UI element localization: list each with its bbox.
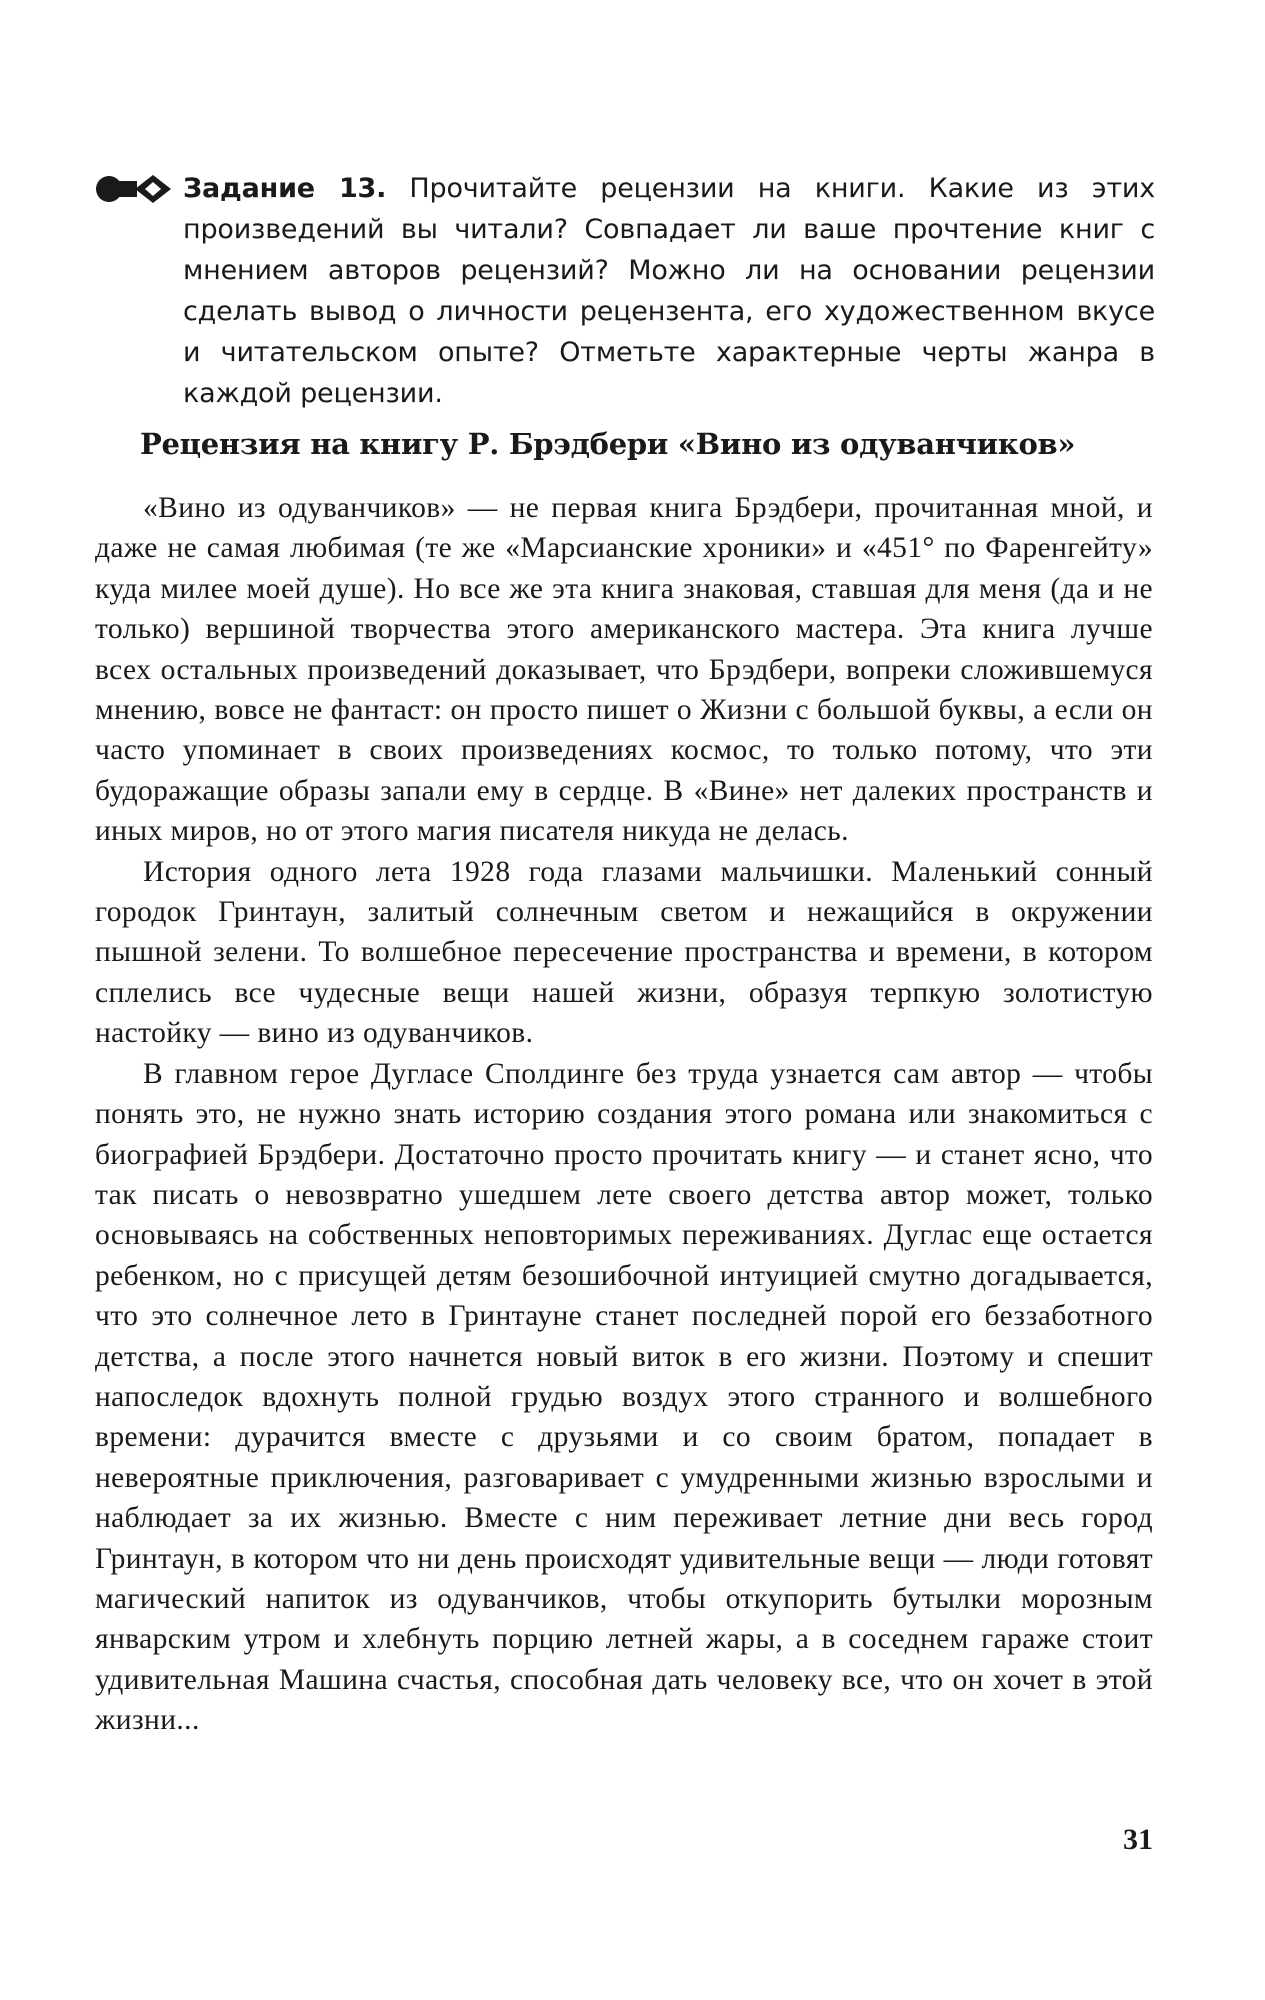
review-paragraph: «Вино из одуванчиков» — не первая книга Брэдбери, прочитанная мной, и даже не самая любимая (те же «Марсианские хроники» и «451° по Фаренгейту» куда милее моей душе). Но все же эта книга знаковая, ставшая для меня (да и не только) вершиной творчества этого американского мастера. Эта книга лучше всех остальных произведений доказывает, что Брэдбери, вопреки сложившемуся мнению, вовсе не фантаст: он просто пишет о Жизни с большой буквы, а если он часто упоминает в своих произведениях космос, то только потому, что эти будоражащие образы запали ему в сердце. В «Вине» нет далеких пространств и иных миров, но от этого магия писателя никуда не делась. bbox=[95, 492, 1153, 848]
task-marker-icon bbox=[95, 172, 173, 206]
task-body: Прочитайте рецензии на книги. Какие из этих произведений вы читали? Совпадает ли ваше прочтение книг с мнением авторов рецензий? Можно ли на основании рецензии сделать вывод о личности рецензента, его художественном вкусе и читательском опыте? Отметьте характерные черты жанра в каждой рецензии. bbox=[183, 173, 1155, 409]
review-title: Рецензия на книгу Р. Брэдбери «Вино из одуванчиков» bbox=[140, 427, 1076, 461]
review-body bbox=[95, 488, 1153, 1741]
page-number: 31 bbox=[1123, 1823, 1153, 1856]
task-label: Задание 13. bbox=[183, 173, 387, 204]
task-block bbox=[95, 168, 1155, 414]
review-paragraph: В главном герое Дугласе Сполдинге без труда узнается сам автор — чтобы понять это, не нужно знать историю создания этого романа или знакомиться с биографией Брэдбери. Достаточно просто прочитать книгу — и станет ясно, что так писать о невозвратно ушедшем лете своего детства автор может, только основываясь на собственных неповторимых переживаниях. Дуглас еще остается ребенком, но с присущей детям безошибочной интуицией смутно догадывается, что это солнечное лето в Гринтауне станет последней порой его беззаботного детства, а после этого начнется новый виток в его жизни. Поэтому и спешит напоследок вдохнуть полной грудью воздух этого странного и волшебного времени: дурачится вместе с друзьями и со своим братом, попадает в невероятные приключения, разговаривает с умудренными жизнью взрослыми и наблюдает за их жизнью. Вместе с ним переживает летние дни весь город Гринтаун, в котором что ни день происходят удивительные вещи — люди готовят магический напиток из одуванчиков, чтобы откупорить бутылки морозным январским утром и хлебнуть порцию летней жары, а в соседнем гараже стоит удивительная Машина счастья, способная дать человеку все, что он хочет в этой жизни... bbox=[95, 1057, 1153, 1737]
task-text bbox=[183, 168, 1155, 414]
review-paragraph: История одного лета 1928 года глазами мальчишки. Маленький сонный городок Гринтаун, залитый солнечным светом и нежащийся в окружении пышной зелени. То волшебное пересечение пространства и времени, в котором сплелись все чудесные вещи нашей жизни, образуя терпкую золотистую настойку — вино из одуванчиков. bbox=[95, 855, 1153, 1050]
